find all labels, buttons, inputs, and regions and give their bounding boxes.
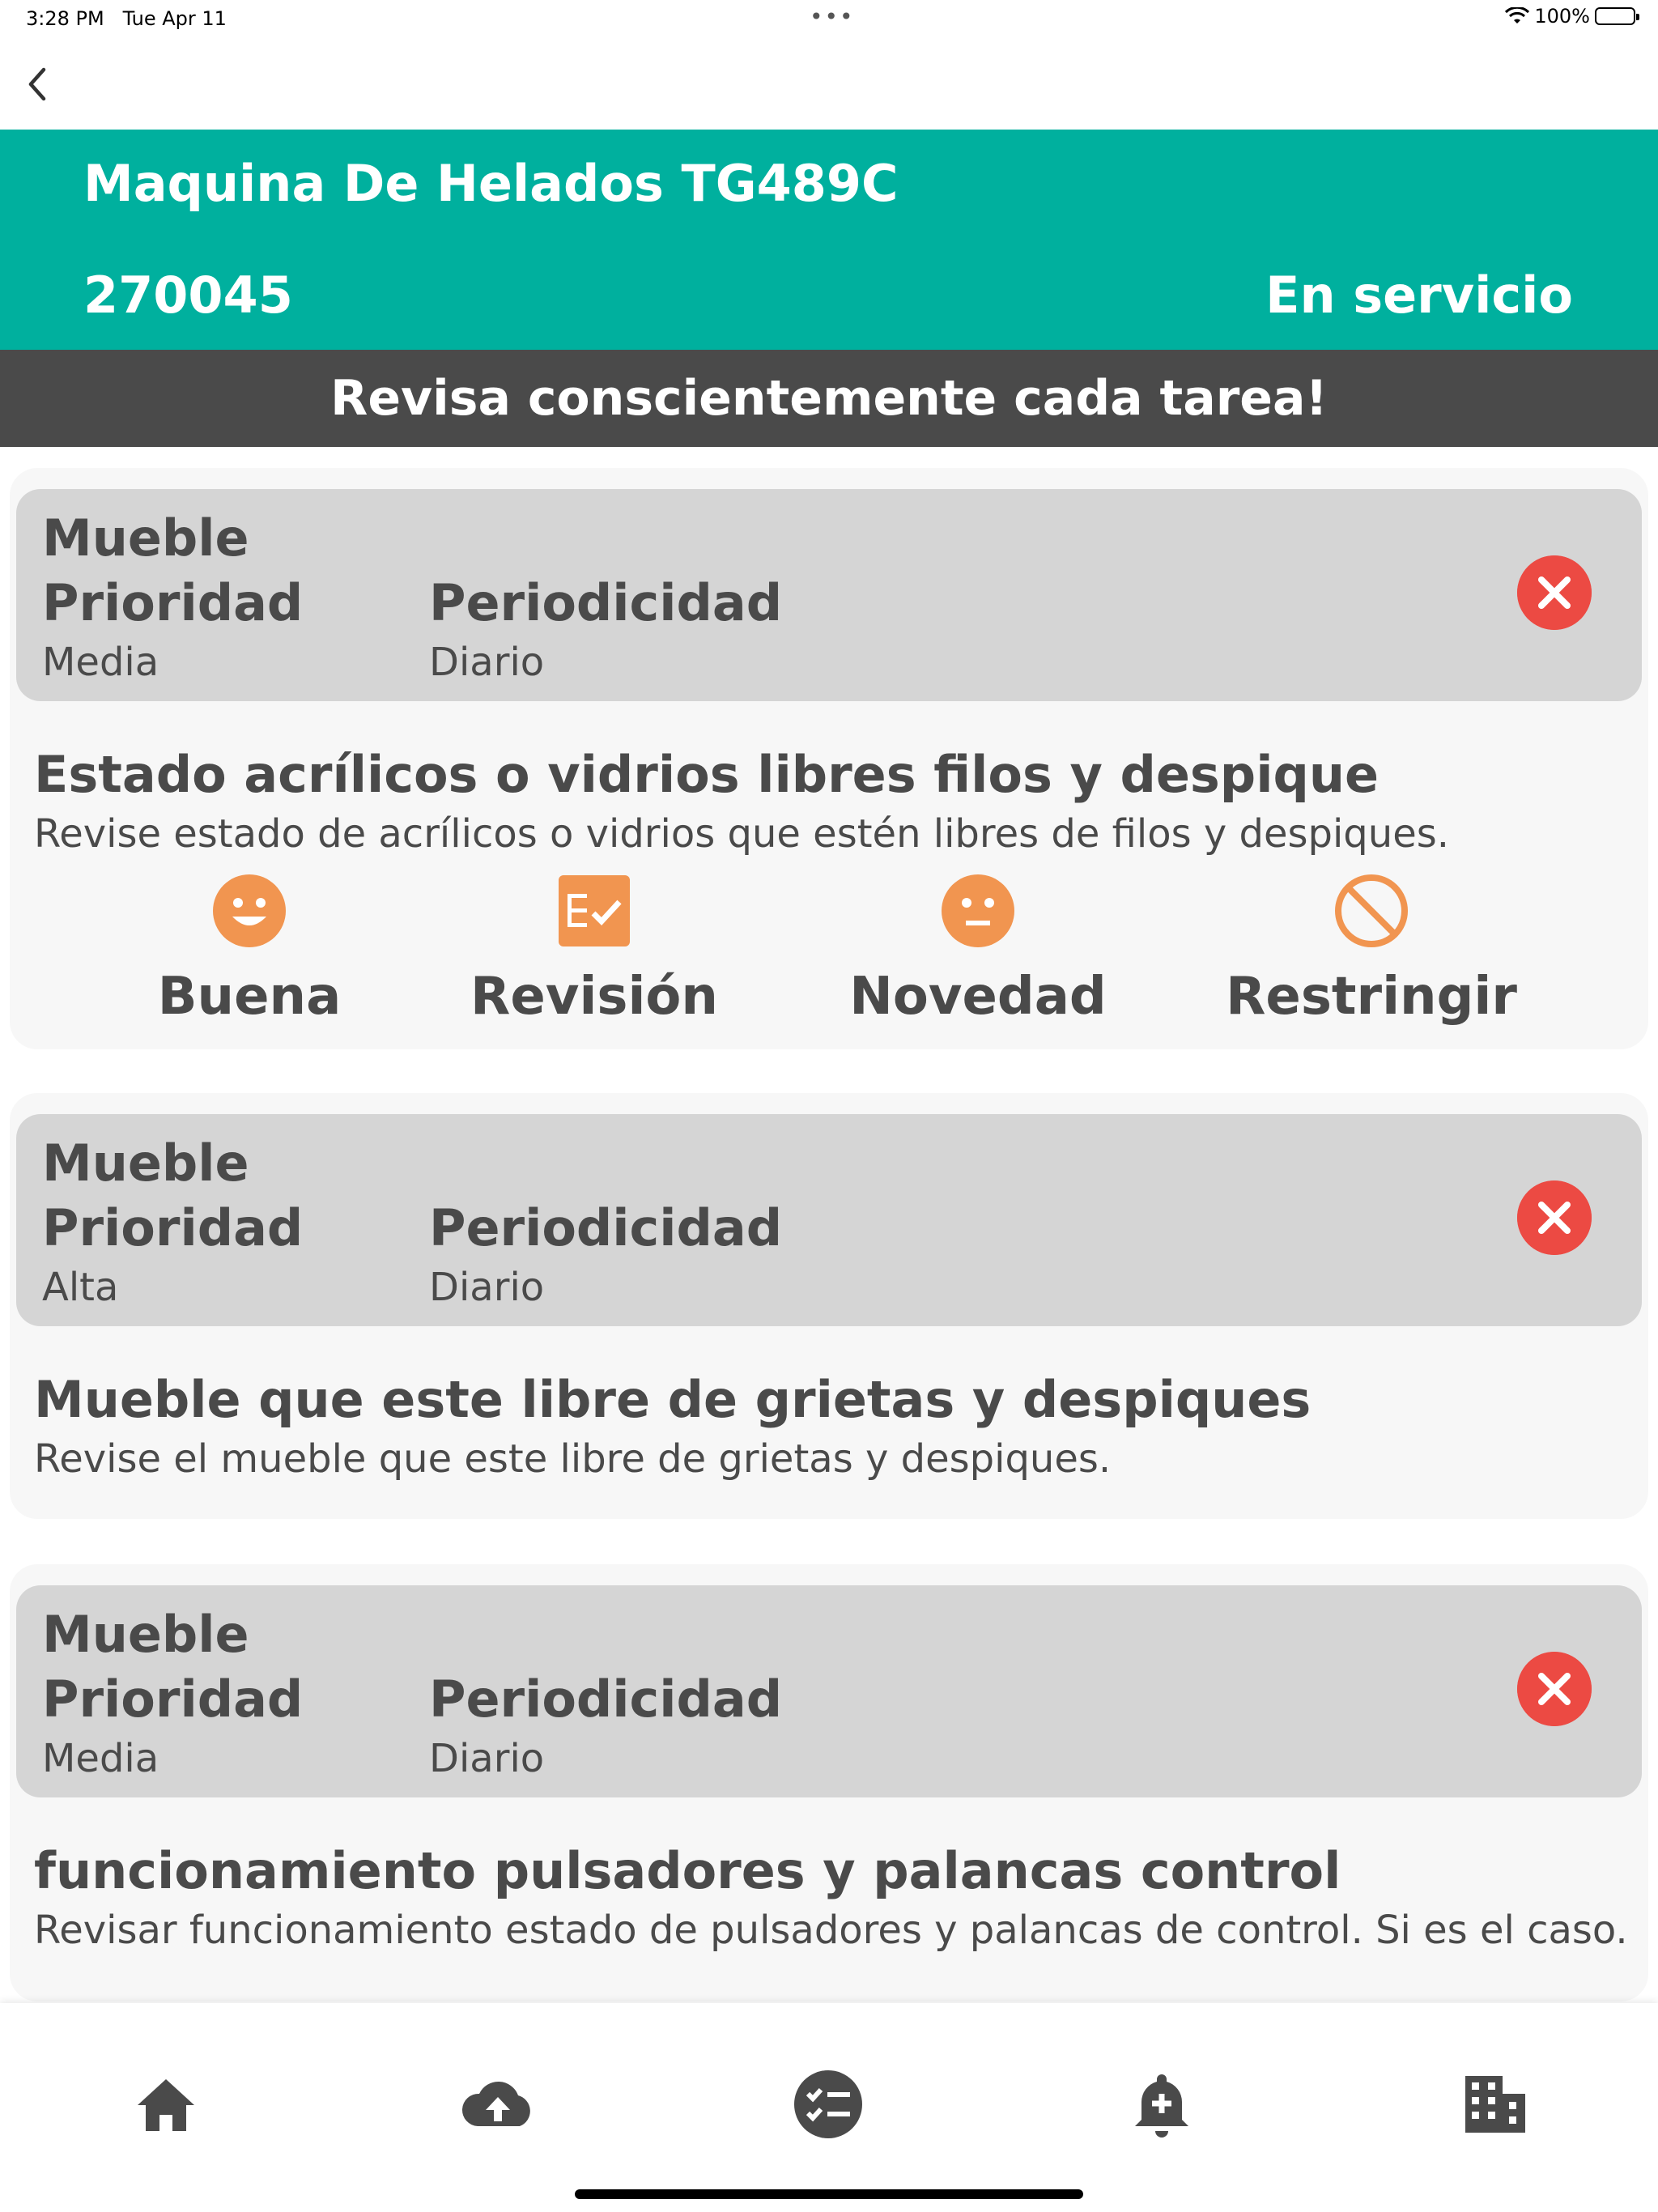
option-label: Novedad — [849, 967, 1107, 1027]
periodicity-value: Diario — [429, 1265, 545, 1310]
periodicity-value: Diario — [429, 1736, 545, 1781]
remove-task-icon[interactable] — [1517, 555, 1592, 630]
battery-percent: 100% — [1534, 5, 1590, 28]
periodicity-label: Periodicidad — [429, 1670, 783, 1729]
prohibited-icon — [1333, 873, 1409, 949]
task-card — [10, 1093, 1648, 1519]
task-category: Mueble — [42, 508, 249, 568]
building-icon[interactable] — [1449, 2060, 1538, 2149]
task-description: Revise estado de acrílicos o vidrios que estén libres de filos y despiques. — [34, 811, 1449, 857]
option-buena-button[interactable] — [104, 873, 395, 1027]
task-category: Mueble — [42, 1605, 249, 1664]
priority-value: Media — [42, 1736, 159, 1781]
priority-value: Alta — [42, 1265, 119, 1310]
option-revision-button[interactable] — [449, 873, 740, 1027]
priority-label: Prioridad — [42, 1198, 304, 1257]
task-description: Revisar funcionamiento estado de pulsadores y palancas de control. Si es el caso. — [34, 1908, 1628, 1953]
remove-task-icon[interactable] — [1517, 1180, 1592, 1255]
checklist-icon — [556, 873, 632, 949]
task-card — [10, 1564, 1648, 2001]
task-title: Estado acrílicos o vidrios libres filos y despique — [34, 745, 1380, 804]
priority-label: Prioridad — [42, 1670, 304, 1729]
status-time: 3:28 PM Tue Apr 11 — [26, 7, 227, 30]
option-restringir-button[interactable] — [1226, 873, 1517, 1027]
equipment-title: Maquina De Helados TG489C — [83, 154, 899, 213]
neutral-face-icon — [940, 873, 1016, 949]
task-card-header — [16, 1114, 1642, 1326]
periodicity-value: Diario — [429, 640, 545, 685]
equipment-header — [0, 130, 1658, 350]
task-description: Revise el mueble que este libre de grietas y despiques. — [34, 1436, 1112, 1482]
task-card-header — [16, 1585, 1642, 1797]
priority-label: Prioridad — [42, 573, 304, 632]
wifi-icon — [1505, 7, 1529, 25]
task-category: Mueble — [42, 1134, 249, 1193]
instruction-banner: Revisa conscientemente cada tarea! — [0, 350, 1658, 447]
task-card-header — [16, 489, 1642, 701]
task-title: funcionamiento pulsadores y palancas control — [34, 1841, 1341, 1900]
option-label: Restringir — [1226, 967, 1517, 1027]
task-title: Mueble que este libre de grietas y despiques — [34, 1370, 1312, 1429]
option-label: Buena — [157, 967, 342, 1027]
task-card — [10, 468, 1648, 1049]
bottom-tab-bar — [0, 2003, 1658, 2212]
home-indicator[interactable] — [575, 2189, 1083, 2199]
periodicity-label: Periodicidad — [429, 1198, 783, 1257]
add-alert-icon[interactable] — [1117, 2060, 1206, 2149]
periodicity-label: Periodicidad — [429, 573, 783, 632]
option-novedad-button[interactable] — [832, 873, 1124, 1027]
status-right — [1505, 5, 1635, 28]
happy-face-icon — [211, 873, 287, 949]
multitasking-dots-icon[interactable]: ••• — [810, 3, 855, 30]
back-chevron-icon[interactable] — [21, 62, 53, 107]
cloud-upload-icon[interactable] — [453, 2060, 542, 2149]
task-checklist-icon[interactable] — [784, 2060, 873, 2149]
home-icon[interactable] — [121, 2060, 210, 2149]
equipment-code: 270045 — [83, 266, 293, 325]
remove-task-icon[interactable] — [1517, 1652, 1592, 1726]
option-label: Revisión — [470, 967, 718, 1027]
priority-value: Media — [42, 640, 159, 685]
battery-icon — [1595, 7, 1635, 25]
equipment-state: En servicio — [1265, 266, 1573, 325]
status-bar — [0, 0, 1658, 40]
